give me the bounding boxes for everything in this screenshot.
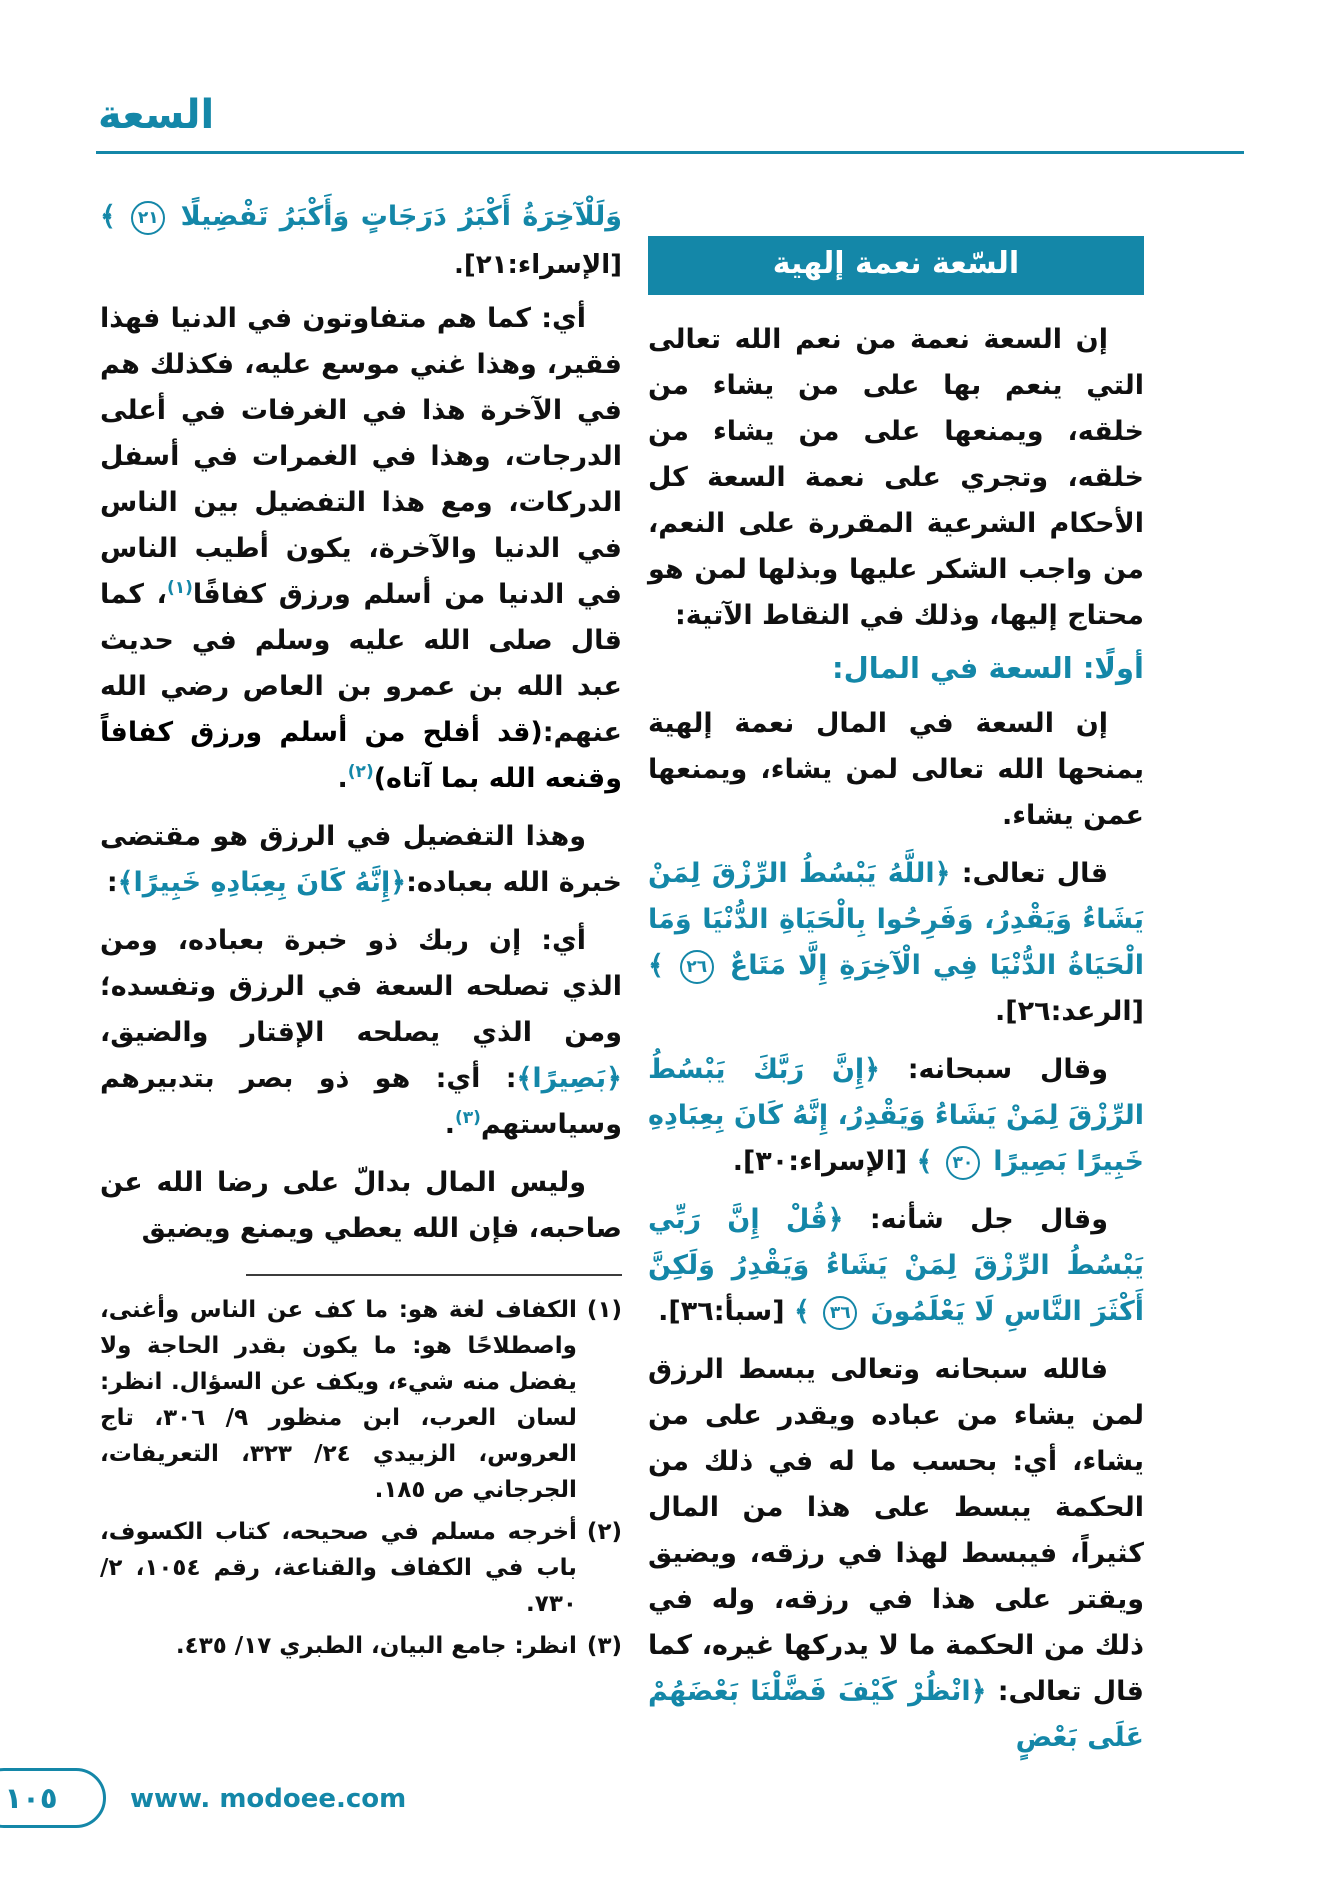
text-run: أي: إن ربك ذو خبرة بعباده، ومن الذي تصلحه السعة في الرزق وتفسده؛ ومن الذي يصلحه الإقتار والضيق،: [100, 925, 622, 1048]
column-right: [648, 236, 1144, 1773]
footnote-text: انظر: جامع البيان، الطبري ١٧/ ٤٣٥.: [175, 1633, 577, 1659]
quran-close-bracket: ﴾: [793, 1296, 810, 1327]
quran-text: وَلَلْآخِرَةُ أَكْبَرُ دَرَجَاتٍ وَأَكْبَرُ تَفْضِيلًا: [180, 201, 623, 232]
footnote-marker: (١): [586, 1297, 622, 1323]
quran-text: ﴿قُلْ إِنَّ رَبِّي يَبْسُطُ الرِّزْقَ لِمَنْ يَشَاءُ وَيَقْدِرُ وَلَكِنَّ أَكْثَرَ النَّاسِ لَا يَعْلَمُونَ: [648, 1204, 1144, 1327]
paragraph-wealth: إن السعة في المال نعمة إلهية يمنحها الله تعالى لمن يشاء، ويمنعها عمن يشاء.: [648, 708, 1144, 831]
text-run: وهذا التفضيل في الرزق هو مقتضى خبرة الله بعباده:: [100, 821, 622, 898]
quote-intro: وقال جل شأنه:: [869, 1204, 1108, 1235]
text-run: فالله سبحانه وتعالى يبسط الرزق لمن يشاء من عباده ويقدر على من يشاء، أي: بحسب ما له في ذلك من الحكمة يبسط على هذا من المال كثيراً، فيبسط لهذا في رزقه، ويضيق ويقتر على هذا في رزقه، وله في ذلك من الحكمة ما لا يدركها غيره، كما قال تعالى:: [648, 1354, 1144, 1707]
verse-reference: [الإسراء:٢١].: [453, 250, 622, 280]
hadith-text: (قد أفلح من أسلم ورزق كفافاً وقنعه الله بما آتاه): [100, 717, 622, 794]
quran-verse-heading: [100, 190, 622, 244]
text-run: .: [337, 763, 348, 794]
quran-text: ﴿انْظُرْ كَيْفَ فَضَّلْنَا بَعْضَهُمْ عَلَى بَعْضٍ: [648, 1676, 1144, 1753]
footnote-item: [100, 1292, 622, 1508]
section-title: السّعة نعمة إلهية: [772, 246, 1020, 281]
footnote-separator: [246, 1274, 622, 1276]
website-url: www. modoee.com: [130, 1784, 407, 1814]
section-title-box: [648, 236, 1144, 295]
text-run: .: [444, 1109, 455, 1140]
footnote-superscript-2: (٢): [347, 762, 374, 782]
footnote-text: الكفاف لغة هو: ما كف عن الناس وأغنى، واصطلاحًا هو: ما يكون بقدر الحاجة ولا يفضل منه شيء، ويكف عن السؤال. انظر: لسان العرب، ابن منظور ٩/ ٣٠٦، تاج العروس، الزبيدي ٢٤/ ٣٢٣، التعريفات، الجرجاني ص ١٨٥.: [100, 1297, 577, 1503]
paragraph-commentary: [648, 1347, 1144, 1761]
quran-text: ﴿إِنَّ رَبَّكَ يَبْسُطُ الرِّزْقَ لِمَنْ يَشَاءُ وَيَقْدِرُ، إِنَّهُ كَانَ بِعِبَادِهِ خَبِيرًا بَصِيرًا: [648, 1054, 1144, 1177]
column-left: [100, 190, 622, 1670]
subheading-first-point: أولًا: السعة في المال:: [832, 651, 1144, 685]
quran-text: ﴿اللَّهُ يَبْسُطُ الرِّزْقَ لِمَنْ يَشَاءُ وَيَقْدِرُ، وَفَرِحُوا بِالْحَيَاةِ الدُّنْيَا وَمَا الْحَيَاةُ الدُّنْيَا فِي الْآخِرَةِ إِلَّا مَتَاعٌ: [648, 858, 1145, 981]
footnote-marker: (٢): [586, 1519, 622, 1545]
quote-reference: [سبأ:٣٦].: [658, 1296, 785, 1327]
ayah-number-circle: ٢٦: [680, 950, 714, 984]
paragraph-intro: إن السعة نعمة من نعم الله تعالى التي ينعم بها على من يشاء من خلقه، ويمنعها على من يشاء من خلقه، وتجري على نعمة السعة كل الأحكام الشرعية المقررة على النعم، من واجب الشكر عليها وبذلها لمن هو محتاج إليها، وذلك في النقاط الآتية:: [648, 324, 1144, 631]
quran-quote-1: [648, 851, 1144, 1035]
ayah-number-circle: ٢١: [131, 201, 165, 235]
quote-intro: وقال سبحانه:: [907, 1054, 1108, 1085]
text-run: :: [106, 867, 118, 898]
quran-close-bracket: ﴾: [648, 950, 664, 981]
footnote-marker: (٣): [586, 1633, 622, 1659]
text-run: : أي: هو ذو بصر بتدبيرهم وسياستهم: [100, 1063, 622, 1140]
quran-text: ﴿بَصِيرًا﴾: [516, 1063, 622, 1094]
footnote-text: أخرجه مسلم في صحيحه، كتاب الكسوف، باب في الكفاف والقناعة، رقم ١٠٥٤، ٢/ ٧٣٠.: [100, 1519, 577, 1617]
running-header-title: السعة: [98, 92, 215, 138]
quote-intro: قال تعالى:: [961, 858, 1108, 889]
text-run: أي: كما هم متفاوتون في الدنيا فهذا فقير، وهذا غني موسع عليه، فكذلك هم في الآخرة هذا في الغرفات في أعلى الدرجات، وهذا في الغمرات في أسفل الدركات، ومع هذا التفضيل بين الناس في الدنيا والآخرة، يكون أطيب الناس في الدنيا من أسلم ورزق كفافًا: [100, 303, 622, 610]
text-run: ، كما قال صلى الله عليه وسلم في حديث عبد الله بن عمرو بن العاص رضي الله عنهم:: [100, 579, 622, 748]
paragraph-khibra: [100, 918, 622, 1148]
quote-reference: [الإسراء:٣٠].: [732, 1146, 908, 1177]
footnotes-section: [100, 1274, 622, 1664]
quran-quote-3: [648, 1197, 1144, 1335]
paragraph-wealth-not-sign: وليس المال بدالّ على رضا الله عن صاحبه، فإن الله يعطي ويمنع ويضيق: [100, 1167, 622, 1244]
ayah-number-circle: ٣٦: [823, 1296, 857, 1330]
footnote-item: [100, 1628, 622, 1664]
quote-reference: [الرعد:٢٦].: [995, 996, 1144, 1027]
quran-text: ﴿إِنَّهُ كَانَ بِعِبَادِهِ خَبِيرًا﴾: [117, 867, 407, 898]
footnote-item: [100, 1514, 622, 1622]
page-number-badge: [0, 1768, 106, 1828]
page-number: ١٠٥: [4, 1781, 58, 1815]
paragraph-tafdil: [100, 814, 622, 906]
footnote-superscript-3: (٣): [454, 1108, 481, 1128]
paragraph-tafsir: [100, 296, 622, 802]
quran-close-bracket: ﴾: [916, 1146, 933, 1177]
footnote-superscript-1: (١): [166, 578, 193, 598]
quran-quote-2: [648, 1047, 1144, 1185]
ayah-number-circle: ٣٠: [946, 1146, 980, 1180]
header-rule: [96, 151, 1244, 154]
quran-close-bracket: ﴾: [100, 201, 116, 232]
